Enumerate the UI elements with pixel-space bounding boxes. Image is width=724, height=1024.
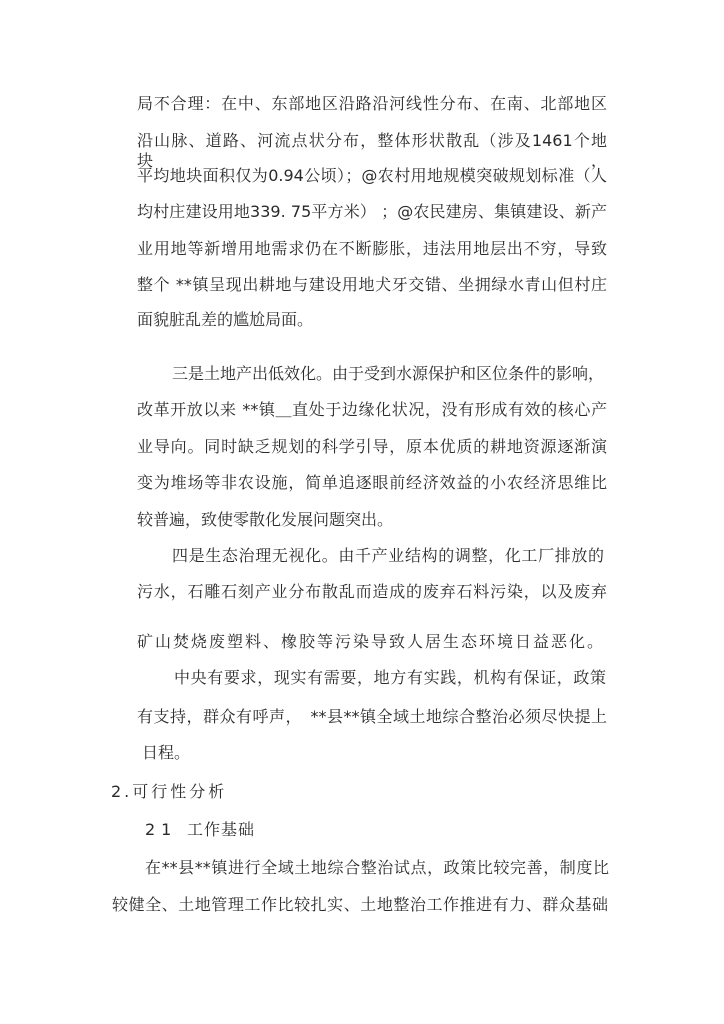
text-line: 四是生态治理无视化。由千产业结构的调整，化工厂排放的 — [172, 546, 604, 565]
text-line: 业导向。同时缺乏规划的科学引导，原本优质的耕地资源逐渐演 — [137, 437, 607, 456]
text-line: 较普遍，致使零散化发展问题突出。 — [137, 510, 394, 529]
text-line: 较健全、土地管理工作比较扎实、土地整治工作推进有力、群众基础 — [112, 895, 608, 914]
text-line: 均村庄建设用地339. 75平方米） ；@农民建房、集镇建设、新产 — [137, 202, 607, 221]
text-line: 有支持，群众有呼声， **县**镇全域土地综合整治必须尽快提上 — [137, 707, 607, 726]
text-line: 整个 **镇呈现出耕地与建设用地犬牙交错、坐拥绿水青山但村庄 — [137, 275, 607, 294]
text-line: 中央有要求，现实有需要，地方有实践，机构有保证，政策 — [174, 668, 606, 687]
text-line: 平均地块面积仅为0.94公顷）；@农村用地规模突破规划标准（人 — [137, 166, 607, 185]
text-line: 三是土地产出低效化。由于受到水源保护和区位条件的影响， — [172, 364, 605, 383]
subsection-number: 21 — [145, 820, 178, 839]
text-line: 在**县**镇进行全域土地综合整治试点，政策比较完善，制度比 — [145, 858, 609, 877]
text-line: 局不合理：在中、东部地区沿路沿河线性分布、在南、北部地区 — [137, 94, 607, 113]
subsection-title: 工作基础 — [187, 820, 256, 839]
text-line: 业用地等新增用地需求仍在不断膨胀，违法用地层出不穷，导致 — [137, 239, 607, 258]
text-line: 矿山焚烧废塑料、橡胶等污染导致人居生态环境日益恶化。 — [137, 632, 606, 651]
text-line: 沿山脉、道路、河流点状分布，整体形状散乱（涉及1461个地块， — [137, 131, 607, 170]
text-line: 面貌脏乱差的尴尬局面。 — [137, 310, 314, 329]
section-heading: 2.可行性分析 — [111, 782, 228, 801]
text-line: 变为堆场等非农设施，简单追逐眼前经济效益的小农经济思维比 — [137, 473, 607, 492]
text-line: 改革开放以来 **镇＿直处于边缘化状况，没有形成有效的核心产 — [137, 400, 607, 419]
text-line: 日程。 — [142, 743, 191, 762]
text-line: 污水，石雕石刻产业分布散乱而造成的废弃石料污染，以及废弃 — [137, 582, 607, 601]
